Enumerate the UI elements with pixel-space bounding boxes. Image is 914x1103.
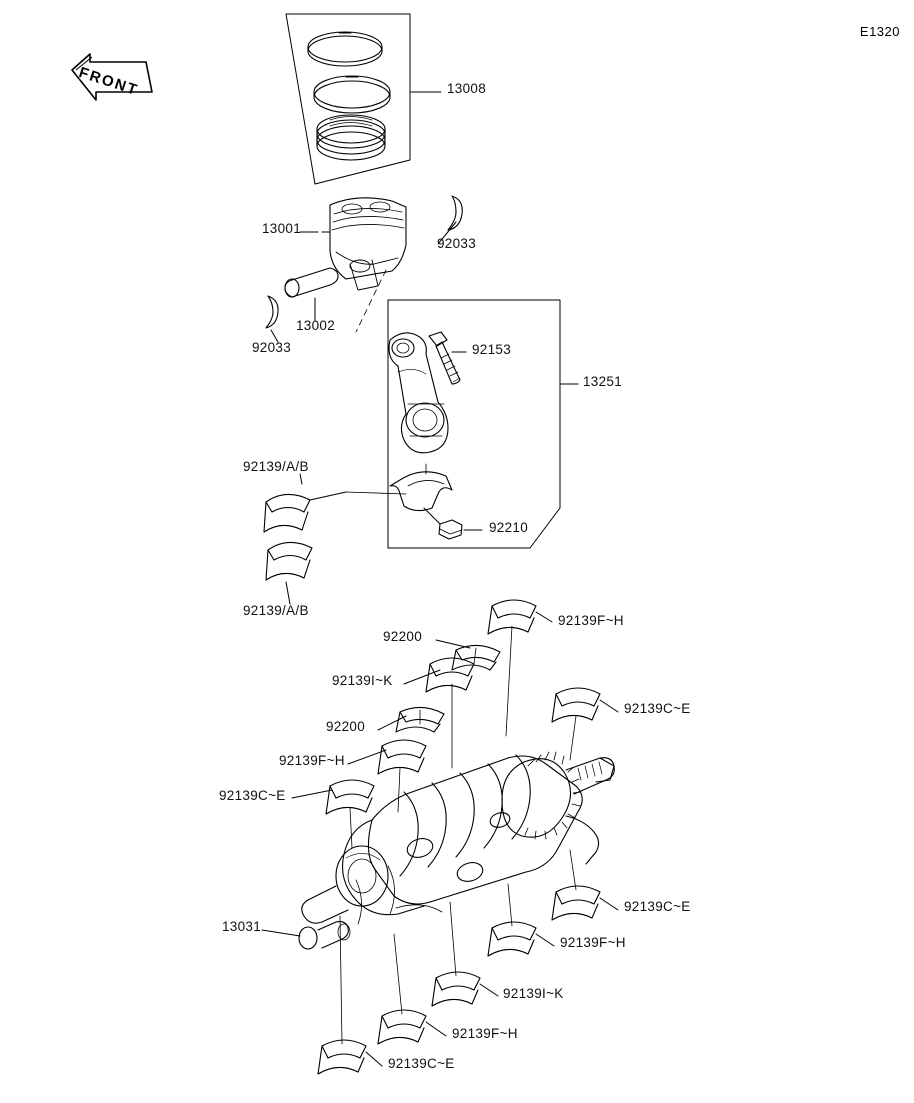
label-connecting-rod-assy: 13251 — [583, 374, 623, 389]
diagram-code: E1320 — [859, 24, 900, 39]
label-connecting-rod-nut: 92210 — [489, 520, 529, 535]
label-crankshaft: 13031 — [222, 919, 262, 934]
main-bearing-shells-lower — [318, 886, 600, 1074]
label-main-bearing-fh-lower-right: 92139F~H — [560, 935, 626, 950]
front-arrow-label: FRONT — [76, 64, 141, 100]
connecting-rod-nut — [439, 520, 462, 539]
label-piston-pin-clip-bottom: 92033 — [252, 340, 292, 355]
connecting-rod — [389, 333, 448, 453]
big-end-bearing-lower — [266, 542, 312, 580]
piston-ring-group — [286, 14, 410, 184]
label-main-bearing-fh-top: 92139F~H — [558, 613, 624, 628]
piston-pin-clip-top — [448, 196, 462, 230]
label-piston-ring-set: 13008 — [447, 81, 487, 96]
big-end-bearing-upper — [264, 494, 310, 532]
connecting-rod-bolt — [429, 332, 460, 384]
label-main-bearing-ce-upper-left: 92139C~E — [219, 788, 286, 803]
label-main-bearing-ce-bottom: 92139C~E — [388, 1056, 455, 1071]
main-bearing-shells-upper — [326, 600, 600, 814]
connecting-rod-cap — [390, 464, 452, 511]
label-main-bearing-fh-bottom: 92139F~H — [452, 1026, 518, 1041]
piston-pin-clip-bottom — [266, 296, 278, 328]
label-main-bearing-ik-top: 92139I~K — [332, 673, 393, 688]
crankshaft — [299, 752, 614, 949]
piston-group — [330, 198, 406, 290]
label-piston-pin-clip-top: 92033 — [437, 236, 477, 251]
connecting-rod-box — [388, 300, 560, 548]
label-main-bearing-ce-lower-right: 92139C~E — [624, 899, 691, 914]
label-thrust-washer-left: 92200 — [326, 719, 366, 734]
label-piston-pin: 13002 — [296, 318, 336, 333]
front-direction-arrow — [66, 48, 158, 114]
label-main-bearing-ik-bottom: 92139I~K — [503, 986, 564, 1001]
label-main-bearing-ce-upper-right: 92139C~E — [624, 701, 691, 716]
piston-pin — [285, 268, 338, 297]
label-thrust-washer-top: 92200 — [383, 629, 423, 644]
label-piston: 13001 — [262, 221, 302, 236]
label-big-end-bearing-lower: 92139/A/B — [243, 603, 309, 618]
label-main-bearing-fh-upper-left: 92139F~H — [279, 753, 345, 768]
label-connecting-rod-bolt: 92153 — [472, 342, 512, 357]
label-big-end-bearing-upper: 92139/A/B — [243, 459, 309, 474]
